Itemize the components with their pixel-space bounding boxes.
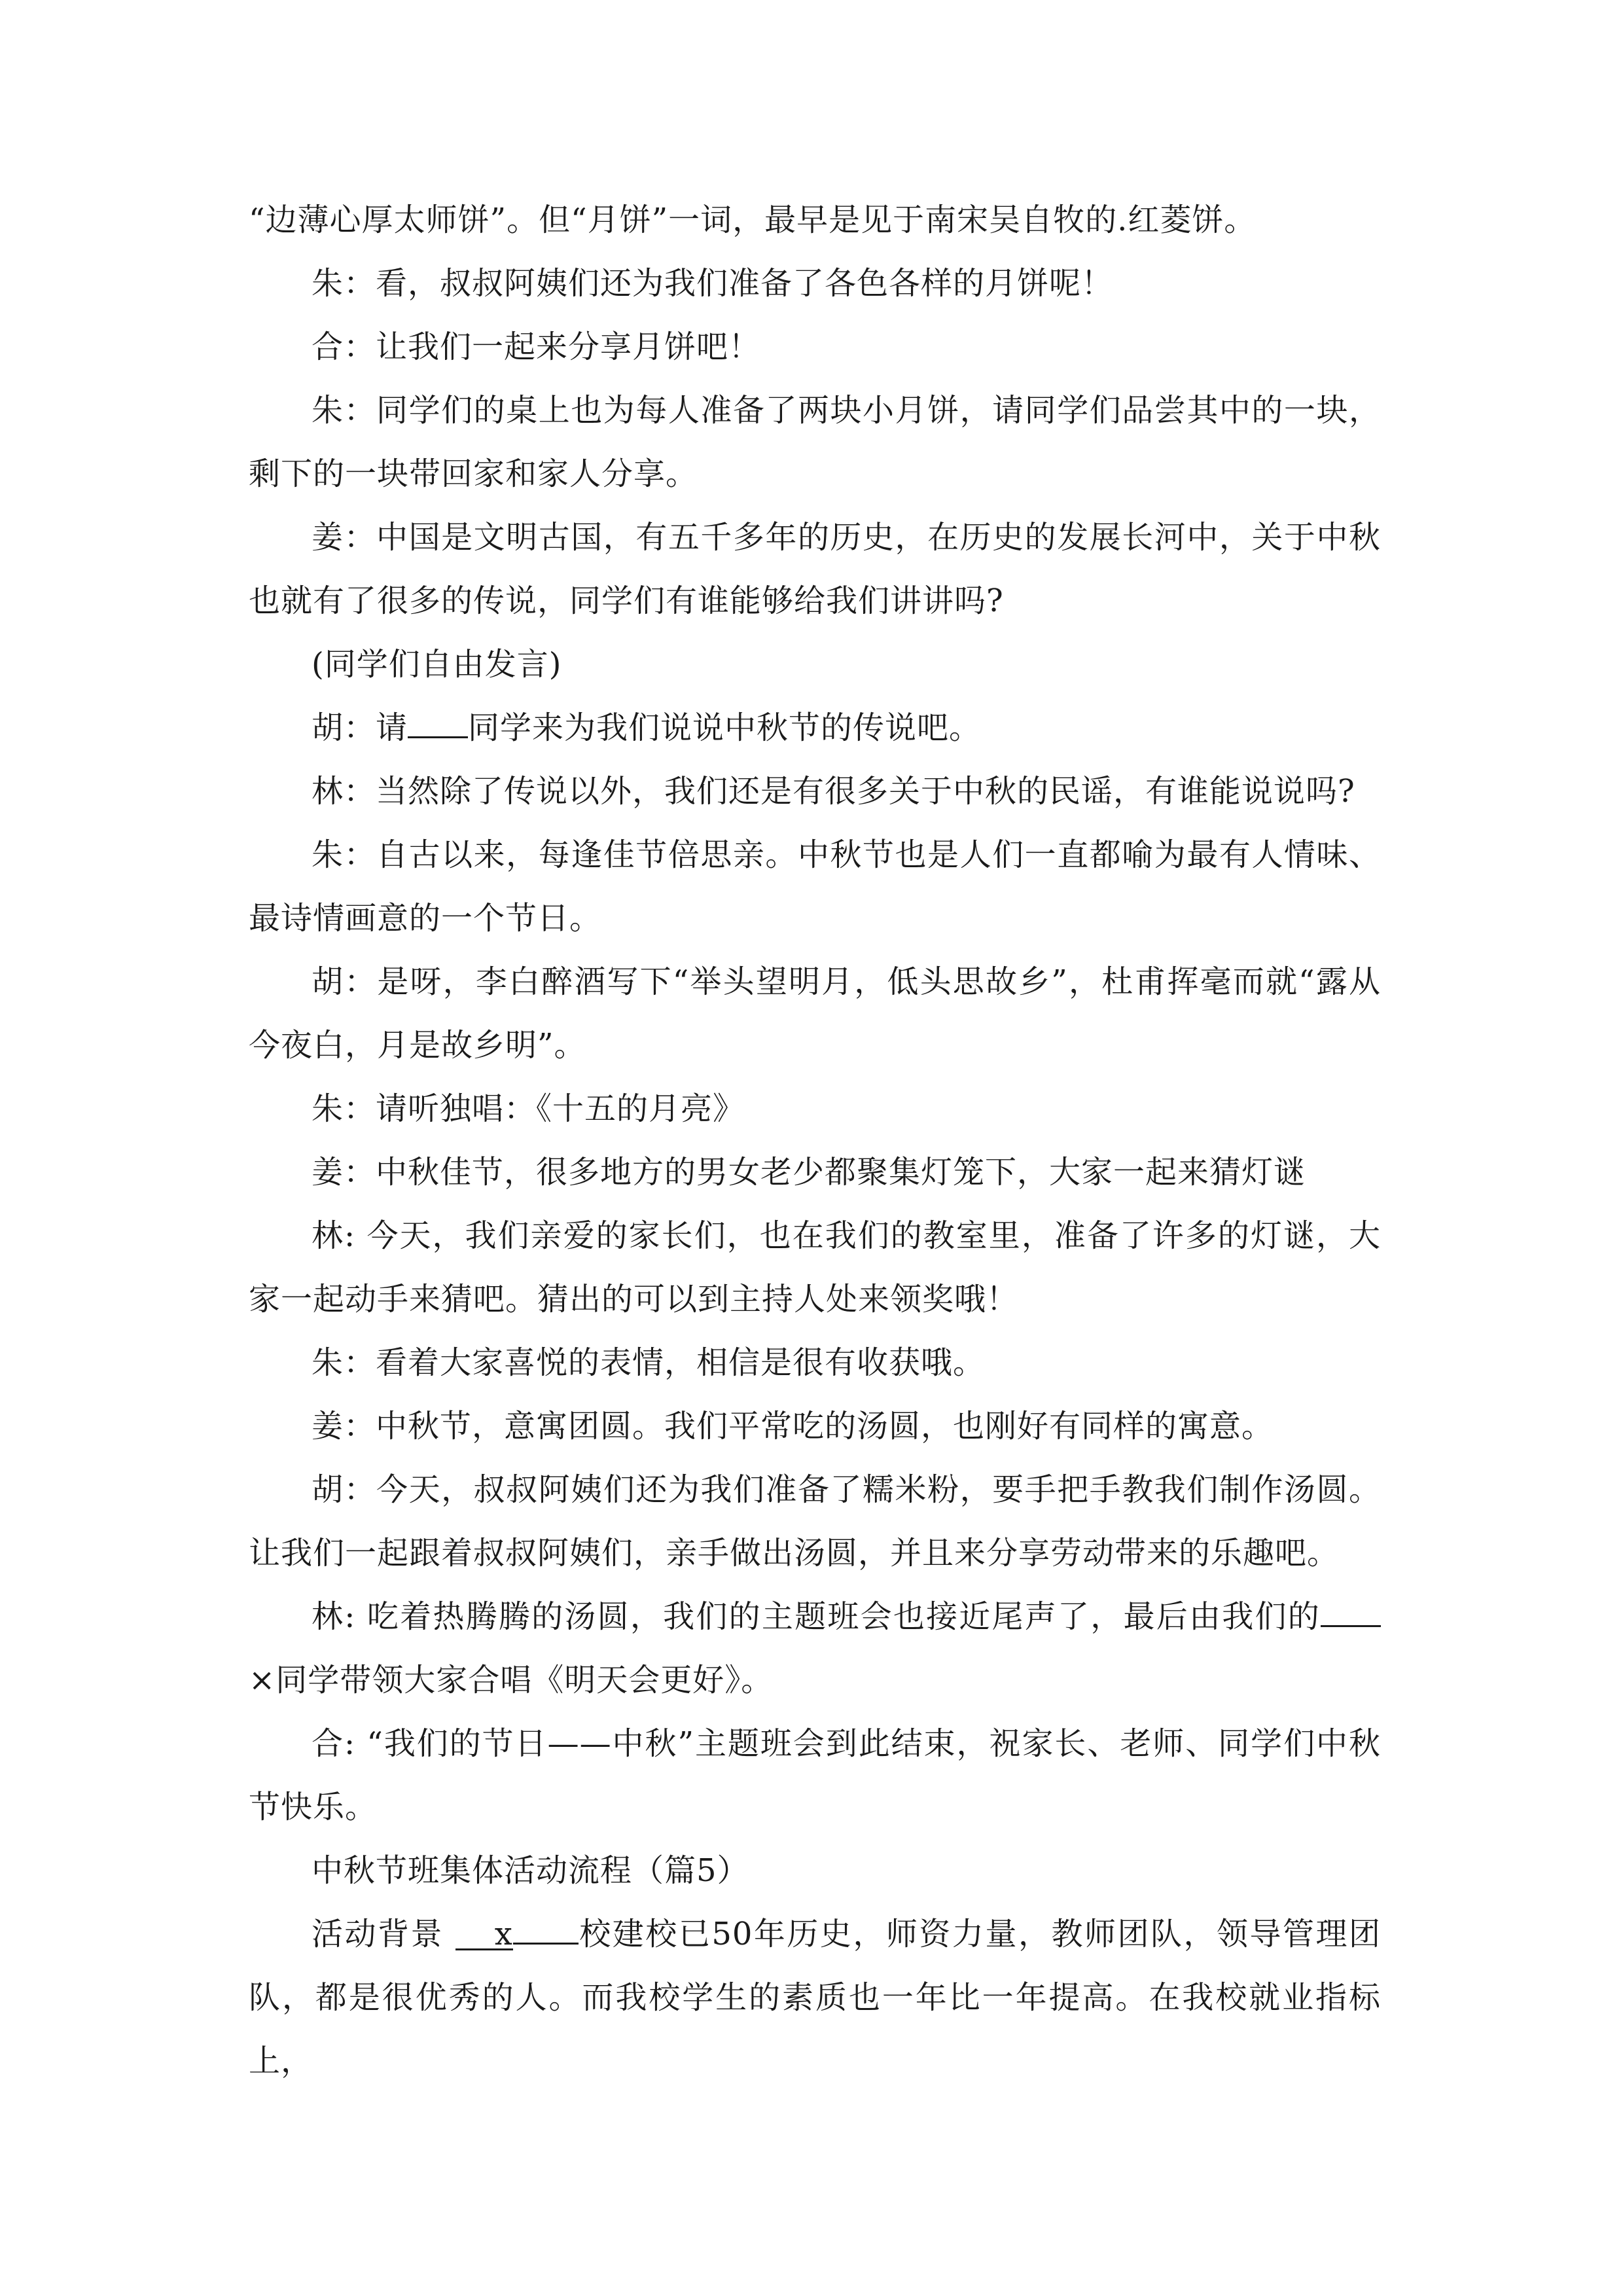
paragraph-jiang-tangyuan: 姜：中秋节，意寓团圆。我们平常吃的汤圆，也刚好有同样的寓意。 xyxy=(312,1408,1274,1444)
paragraph-hu-make-tangyuan: 胡：今天，叔叔阿姨们还为我们准备了糯米粉，要手把手教我们制作汤圆。让我们一起跟着叔叔阿姨们，亲手做出汤圆，并且来分享劳动带来的乐趣吧。 xyxy=(249,1471,1381,1571)
paragraph-lin-ending-end: 同学带领大家合唱《明天会更好》。 xyxy=(276,1662,774,1698)
blank-line xyxy=(513,1914,579,1945)
blank-line xyxy=(408,708,468,738)
paragraph-zhu-solo: 朱：请听独唱：《十五的月亮》 xyxy=(312,1090,745,1127)
paragraph-jiang-legends: 姜：中国是文明古国，有五千多年的历史，在历史的发展长河中，关于中秋也就有了很多的传说，同学们有谁能够给我们讲讲吗? xyxy=(249,519,1381,619)
paragraph-mooncake-history: “边薄心厚太师饼”。但“月饼”一词，最早是见于南宋吴自牧的.红菱饼。 xyxy=(249,202,1257,238)
paragraph-lin-ballads: 林：当然除了传说以外，我们还是有很多关于中秋的民谣，有谁能说说吗? xyxy=(312,773,1355,810)
paragraph-lin-ending-start: 林: 吃着热腾腾的汤圆，我们的主题班会也接近尾声了，最后由我们的 xyxy=(312,1598,1321,1635)
blank-mark: x xyxy=(494,1916,513,1952)
paragraph-lin-riddles: 林: 今天，我们亲爱的家长们，也在我们的教室里，准备了许多的灯谜，大家一起动手来猜吧。猜出的可以到主持人处来领奖哦！ xyxy=(249,1217,1381,1318)
paragraph-jiang-riddles: 姜：中秋佳节，很多地方的男女老少都聚集灯笼下，大家一起来猜灯谜 xyxy=(312,1154,1306,1191)
paragraph-zhu-mooncakes: 朱：看，叔叔阿姨们还为我们准备了各色各样的月饼呢！ xyxy=(312,265,1114,302)
paragraph-hu-invite xyxy=(249,696,1381,760)
blank-mark: × xyxy=(249,1662,276,1698)
paragraph-free-speech: (同学们自由发言) xyxy=(312,646,562,683)
blank-line-with-mark xyxy=(455,1916,513,1952)
paragraph-zhu-harvest: 朱：看着大家喜悦的表情，相信是很有收获哦。 xyxy=(312,1344,986,1381)
paragraph-together-share: 合：让我们一起来分享月饼吧！ xyxy=(312,329,761,365)
paragraph-zhu-desk-mooncakes: 朱：同学们的桌上也为每人准备了两块小月饼，请同学们品尝其中的一块，剩下的一块带回家和家人分享。 xyxy=(249,392,1381,492)
section-heading: 中秋节班集体活动流程（篇5） xyxy=(312,1852,749,1889)
blank-line xyxy=(1321,1596,1381,1627)
paragraph-hu-poems: 胡：是呀，李白醉酒写下“举头望明月，低头思故乡”，杜甫挥毫而就“露从今夜白，月是故乡明”。 xyxy=(249,963,1381,1064)
paragraph-closing: 合: “我们的节日——中秋”主题班会到此结束，祝家长、老师、同学们中秋节快乐。 xyxy=(249,1725,1381,1825)
paragraph-activity-background-start: 活动背景 xyxy=(312,1916,455,1952)
document-body xyxy=(249,188,1381,2093)
paragraph-hu-invite-start: 胡：请 xyxy=(312,709,408,746)
paragraph-activity-background xyxy=(249,1903,1381,2093)
paragraph-hu-invite-end: 同学来为我们说说中秋节的传说吧。 xyxy=(468,709,982,746)
paragraph-activity-background-end: 校建校已50年历史，师资力量，教师团队，领导管理团队，都是很优秀的人。而我校学生的素质也一年比一年提高。在我校就业指标上， xyxy=(249,1916,1381,2079)
paragraph-lin-ending xyxy=(249,1585,1381,1712)
paragraph-zhu-festival: 朱：自古以来，每逢佳节倍思亲。中秋节也是人们一直都喻为最有人情味、最诗情画意的一个节日。 xyxy=(249,836,1381,937)
